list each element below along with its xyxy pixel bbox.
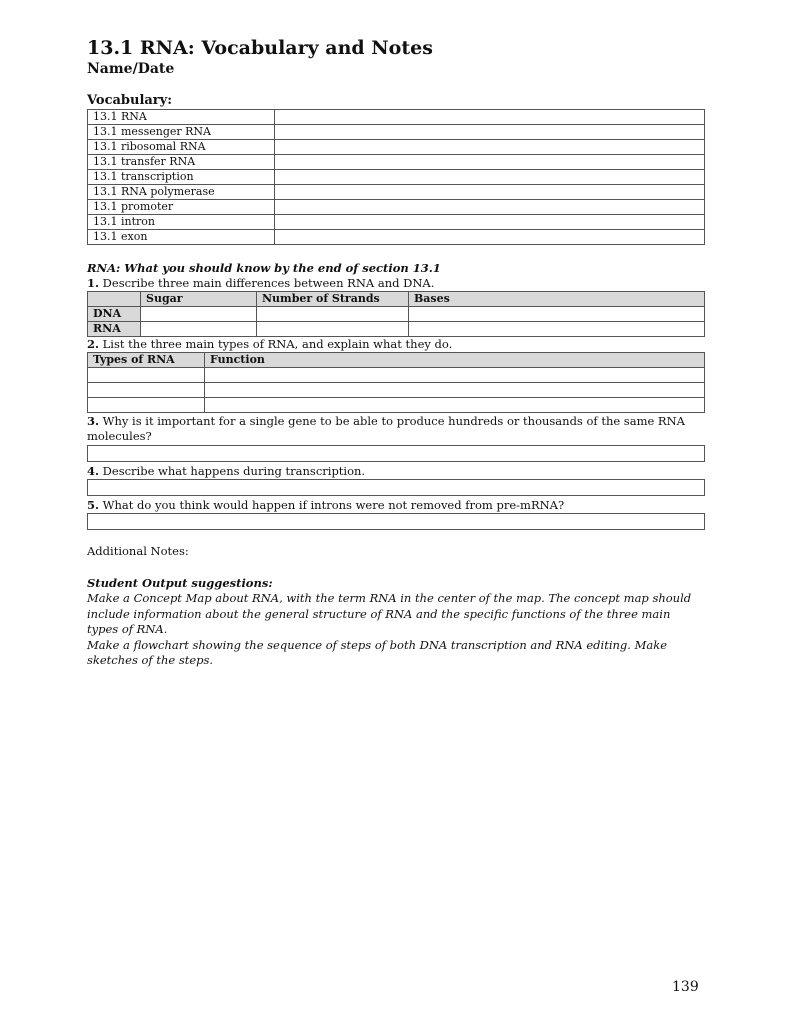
question-number: 3.: [87, 414, 100, 428]
strands-header: Number of Strands: [257, 292, 409, 307]
vocab-term: 13.1 RNA polymerase: [88, 185, 275, 200]
table-row: [88, 322, 705, 337]
question-number: 4.: [87, 464, 100, 478]
question-number: 1.: [87, 276, 100, 290]
vocab-term: 13.1 ribosomal RNA: [88, 140, 275, 155]
sugar-header: Sugar: [141, 292, 257, 307]
rna-row-label: RNA: [88, 322, 141, 337]
vocab-definition-cell[interactable]: [275, 155, 705, 170]
answer-box-5[interactable]: [87, 513, 705, 530]
vocab-row: [88, 170, 705, 185]
vocab-term: 13.1 transfer RNA: [88, 155, 275, 170]
rna-dna-differences-table: [87, 291, 705, 337]
answer-cell[interactable]: [409, 322, 705, 337]
answer-box-3[interactable]: [87, 445, 705, 462]
know-heading: RNA: What you should know by the end of section 13.1: [87, 261, 441, 275]
table-row: [88, 368, 705, 383]
student-output-heading: Student Output suggestions:: [87, 576, 273, 590]
vocab-definition-cell[interactable]: [275, 200, 705, 215]
question-1: [87, 276, 705, 291]
answer-cell[interactable]: [409, 307, 705, 322]
answer-cell[interactable]: [141, 307, 257, 322]
answer-cell[interactable]: [141, 322, 257, 337]
table-row: [88, 383, 705, 398]
answer-cell[interactable]: [205, 383, 705, 398]
vocab-row: [88, 110, 705, 125]
vocab-definition-cell[interactable]: [275, 170, 705, 185]
vocab-definition-cell[interactable]: [275, 230, 705, 245]
answer-cell[interactable]: [88, 368, 205, 383]
answer-cell[interactable]: [205, 368, 705, 383]
question-text: Describe three main differences between RNA and DNA.: [99, 276, 435, 290]
question-text: What do you think would happen if introns were not removed from pre-mRNA?: [99, 498, 565, 512]
answer-cell[interactable]: [88, 398, 205, 413]
table-row: [88, 398, 705, 413]
question-5: [87, 498, 705, 513]
additional-notes-label: Additional Notes:: [87, 544, 189, 558]
worksheet-page: [87, 36, 705, 669]
vocab-definition-cell[interactable]: [275, 140, 705, 155]
question-number: 2.: [87, 337, 100, 351]
flowchart-suggestion: Make a flowchart showing the sequence of steps of both DNA transcription and RNA editing. Make sketches of the steps.: [87, 637, 668, 667]
vocab-term: 13.1 exon: [88, 230, 275, 245]
answer-cell[interactable]: [205, 398, 705, 413]
vocab-term: 13.1 RNA: [88, 110, 275, 125]
vocab-term: 13.1 promoter: [88, 200, 275, 215]
rna-types-table: [87, 352, 705, 413]
vocab-definition-cell[interactable]: [275, 215, 705, 230]
vocab-definition-cell[interactable]: [275, 185, 705, 200]
vocab-definition-cell[interactable]: [275, 125, 705, 140]
question-4: [87, 464, 705, 479]
dna-row-label: DNA: [88, 307, 141, 322]
vocab-row: [88, 140, 705, 155]
vocab-row: [88, 185, 705, 200]
vocab-row: [88, 155, 705, 170]
bases-header: Bases: [409, 292, 705, 307]
vocab-row: [88, 215, 705, 230]
question-text: Describe what happens during transcription.: [99, 464, 366, 478]
vocab-term: 13.1 transcription: [88, 170, 275, 185]
vocab-term: 13.1 messenger RNA: [88, 125, 275, 140]
concept-map-suggestion: Make a Concept Map about RNA, with the term RNA in the center of the map. The concept map should include information about the general structure of RNA and the specific functions of the three main types of RNA.: [87, 591, 692, 636]
corner-header: [88, 292, 141, 307]
vocab-row: [88, 200, 705, 215]
vocab-row: [88, 230, 705, 245]
name-date-label: Name/Date: [87, 61, 175, 77]
vocabulary-table: [87, 109, 705, 245]
vocab-term: 13.1 intron: [88, 215, 275, 230]
vocab-row: [88, 125, 705, 140]
question-text: List the three main types of RNA, and explain what they do.: [99, 337, 453, 351]
answer-cell[interactable]: [257, 307, 409, 322]
question-3: [87, 414, 705, 444]
page-number: 139: [672, 979, 699, 995]
vocabulary-heading: Vocabulary:: [87, 93, 173, 108]
question-text: Why is it important for a single gene to be able to produce hundreds or thousands of the same RNA molecules?: [87, 414, 685, 443]
vocab-definition-cell[interactable]: [275, 110, 705, 125]
answer-cell[interactable]: [88, 383, 205, 398]
answer-box-4[interactable]: [87, 479, 705, 496]
question-2: [87, 337, 705, 352]
page-title: 13.1 RNA: Vocabulary and Notes: [87, 37, 433, 59]
answer-cell[interactable]: [257, 322, 409, 337]
function-header: Function: [205, 353, 705, 368]
question-number: 5.: [87, 498, 100, 512]
table-row: [88, 307, 705, 322]
types-header: Types of RNA: [88, 353, 205, 368]
